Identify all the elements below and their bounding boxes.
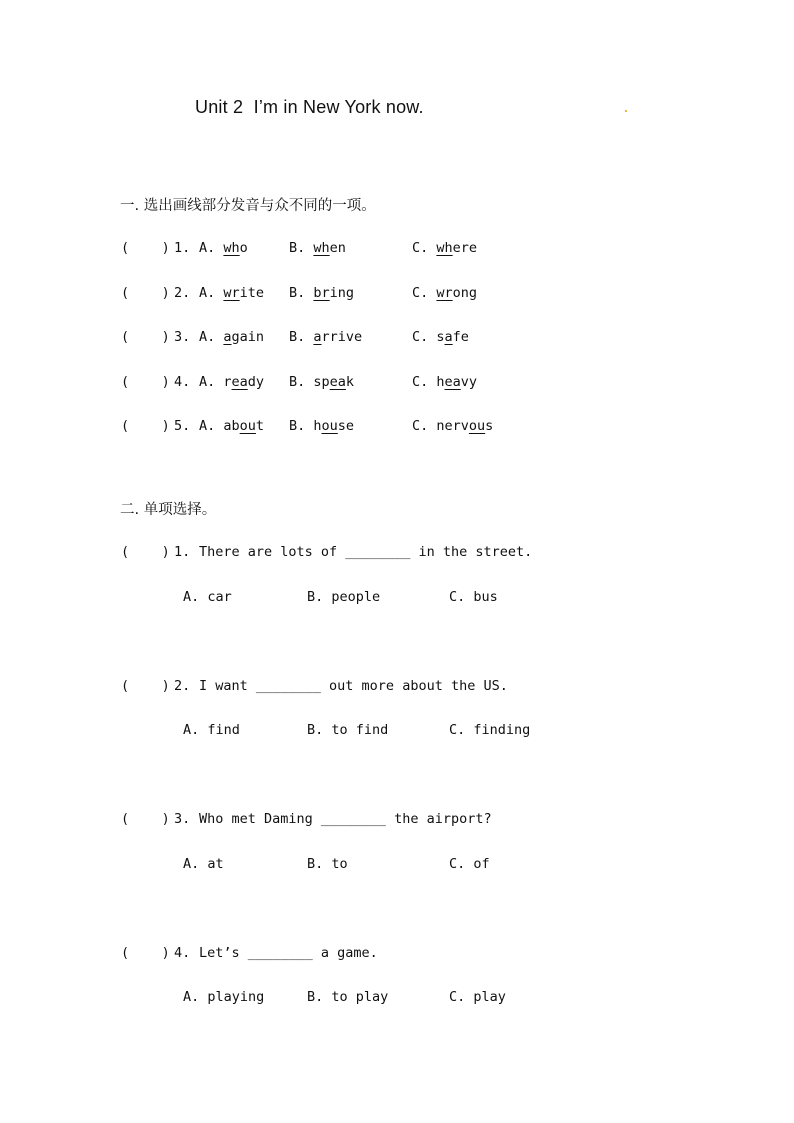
question-number: 2. [174,678,191,694]
question-number: 4. [174,945,191,961]
option-b: B. when [289,240,346,256]
choice-question [0,678,794,698]
question-number: 2. [174,285,191,301]
pronunciation-question [0,329,794,349]
decorative-dot [625,110,627,112]
pronunciation-question [0,374,794,394]
option-b[interactable]: B. to find [307,722,389,738]
underlined-part: wh [436,240,453,256]
underlined-part: wh [313,240,330,256]
option-c[interactable]: C. bus [449,589,498,605]
choice-question [0,544,794,564]
question-text: There are lots of ________ in the street. [199,544,533,560]
underlined-part: ou [321,418,338,434]
underlined-part: br [313,285,330,301]
option-c[interactable]: C. of [449,856,490,872]
choice-question [0,945,794,965]
option-a[interactable]: A. at [183,856,224,872]
choice-options [0,989,794,1009]
section-heading-pronunciation: 一. 选出画线部分发音与众不同的一项。 [120,198,376,214]
answer-blank[interactable]: ( ) [121,374,170,390]
option-b: B. bring [289,285,355,301]
question-number: 1. [174,544,191,560]
answer-blank[interactable]: ( ) [121,418,170,434]
option-b[interactable]: B. people [307,589,381,605]
option-c: C. heavy [412,374,478,390]
answer-blank[interactable]: ( ) [121,678,170,694]
option-c: C. safe [412,329,469,345]
option-a[interactable]: A. find [183,722,240,738]
underlined-part: wr [223,285,240,301]
choice-question [0,811,794,831]
option-b[interactable]: B. to play [307,989,389,1005]
answer-blank[interactable]: ( ) [121,285,170,301]
option-c: C. nervous [412,418,494,434]
choice-options [0,856,794,876]
question-number: 3. [174,811,191,827]
option-c: C. where [412,240,478,256]
page-title: Unit 2 I’m in New York now. [195,97,424,117]
option-a: A. again [199,329,265,345]
underlined-part: a [313,329,322,345]
pronunciation-question [0,285,794,305]
option-b: B. speak [289,374,355,390]
pronunciation-question [0,418,794,438]
underlined-part: wh [223,240,240,256]
option-c[interactable]: C. play [449,989,506,1005]
answer-blank[interactable]: ( ) [121,945,170,961]
answer-blank[interactable]: ( ) [121,240,170,256]
question-number: 3. [174,329,191,345]
question-number: 5. [174,418,191,434]
underlined-part: ea [444,374,461,390]
answer-blank[interactable]: ( ) [121,544,170,560]
option-a: A. ready [199,374,265,390]
choice-options [0,722,794,742]
underlined-part: wr [436,285,453,301]
question-number: 4. [174,374,191,390]
underlined-part: ea [329,374,346,390]
underlined-part: ou [468,418,486,434]
answer-blank[interactable]: ( ) [121,811,170,827]
question-text: Who met Daming ________ the airport? [199,811,492,827]
option-b[interactable]: B. to [307,856,348,872]
pronunciation-question [0,240,794,260]
section-heading-multiple-choice: 二. 单项选择。 [120,502,217,518]
option-b: B. house [289,418,355,434]
question-number: 1. [174,240,191,256]
option-c[interactable]: C. finding [449,722,531,738]
question-text: Let’s ________ a game. [199,945,378,961]
underlined-part: a [444,329,453,345]
option-a: A. write [199,285,265,301]
option-c: C. wrong [412,285,478,301]
underlined-part: ou [239,418,256,434]
question-text: I want ________ out more about the US. [199,678,508,694]
choice-options [0,589,794,609]
option-a[interactable]: A. playing [183,989,265,1005]
option-a: A. about [199,418,265,434]
answer-blank[interactable]: ( ) [121,329,170,345]
underlined-part: ea [231,374,248,390]
option-a: A. who [199,240,248,256]
option-a[interactable]: A. car [183,589,232,605]
option-b: B. arrive [289,329,363,345]
underlined-part: a [223,329,232,345]
